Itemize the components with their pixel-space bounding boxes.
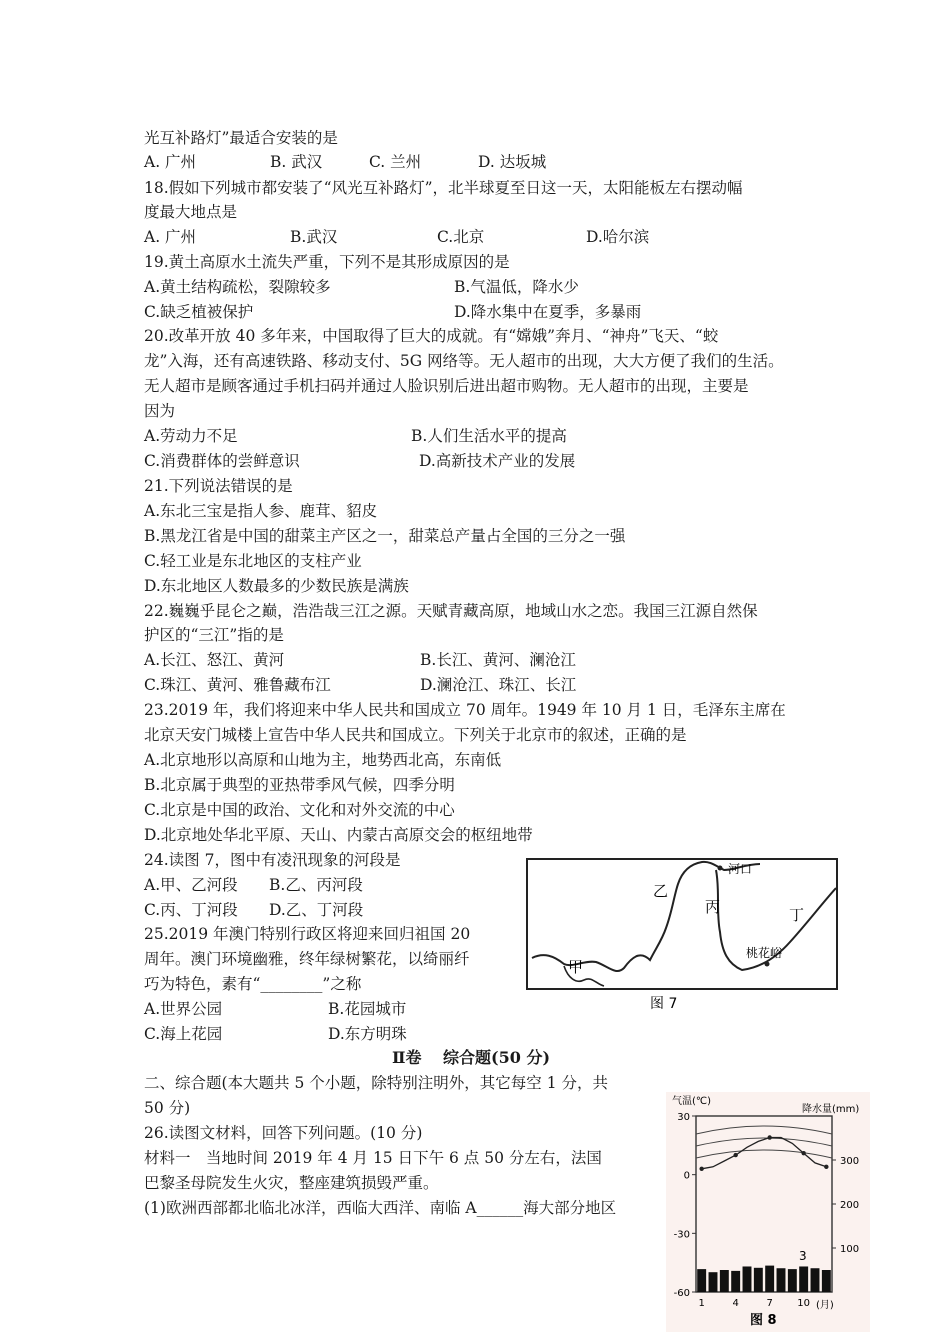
temperature-point-10 <box>801 1151 805 1155</box>
q19-option-a[interactable]: A.黄土结构疏松，裂隙较多 <box>144 278 331 296</box>
q26-stem: 26.读图文材料，回答下列问题。(10 分) <box>144 1124 423 1142</box>
section-2-title: Ⅱ卷 综合题(50 分) <box>392 1048 551 1067</box>
section-2-intro-1: 二、综合题(本大题共 5 个小题，除特别注明外，其它每空 1 分，共 <box>144 1074 608 1092</box>
label-ding: 丁 <box>789 906 805 924</box>
precip-bar-1 <box>697 1269 706 1292</box>
month-tick-label-3: 10 <box>797 1298 811 1309</box>
q21-option-b[interactable]: B.黑龙江省是中国的甜菜主产区之一，甜菜总产量占全国的三分之一强 <box>144 527 626 545</box>
q17-text: 光互补路灯”最适合安装的是 <box>144 129 338 147</box>
precip-bar-3 <box>720 1270 729 1292</box>
q24-option-c[interactable]: C.丙、丁河段 <box>144 901 238 919</box>
yellow-river-map <box>524 856 844 1016</box>
q23-option-c[interactable]: C.北京是中国的政治、文化和对外交流的中心 <box>144 801 455 819</box>
taohuayu-marker <box>765 962 770 967</box>
q25-option-c[interactable]: C.海上花园 <box>144 1025 223 1043</box>
grid-curve-3 <box>696 1150 832 1158</box>
q22-option-d[interactable]: D.澜沧江、珠江、长江 <box>420 676 577 694</box>
q23-stem-1: 23.2019 年，我们将迎来中华人民共和国成立 70 周年。1949 年 10 月 1 日，毛泽东主席在 <box>144 701 786 719</box>
precip-bar-10 <box>799 1266 808 1292</box>
q20-options-row1 <box>144 424 784 448</box>
temp-axis-label: 气温(℃) <box>672 1096 712 1107</box>
q20-option-d[interactable]: D.高新技术产业的发展 <box>419 452 576 470</box>
temperature-point-4 <box>733 1153 737 1157</box>
q22-stem-2: 护区的“三江”指的是 <box>144 626 284 644</box>
q25-option-d[interactable]: D.东方明珠 <box>328 1025 407 1043</box>
q18-option-d[interactable]: D.哈尔滨 <box>586 228 650 246</box>
label-taohuayu: 桃花峪 <box>746 946 783 960</box>
q17-option-b[interactable]: B. 武汉 <box>270 153 323 171</box>
q18-stem-1: 18.假如下列城市都安装了“风光互补路灯”，北半球夏至日这一天，太阳能板左右摆动幅 <box>144 179 743 197</box>
precip-bar-11 <box>811 1268 820 1292</box>
q23-option-d[interactable]: D.北京地处华北平原、天山、内蒙古高原交会的枢纽地带 <box>144 826 533 844</box>
q25-options-row2 <box>144 1022 504 1046</box>
q24-option-d[interactable]: D.乙、丁河段 <box>269 901 364 919</box>
plot-frame <box>696 1116 832 1292</box>
q21-option-c[interactable]: C.轻工业是东北地区的支柱产业 <box>144 552 362 570</box>
q18-option-c[interactable]: C.北京 <box>437 228 485 246</box>
q23-stem-2: 北京天安门城楼上宣告中华人民共和国成立。下列关于北京市的叙述，正确的是 <box>144 726 687 744</box>
q25-stem-3: 巧为特色，素有“________”之称 <box>144 975 362 993</box>
label-hekou: 河口 <box>728 862 753 876</box>
precip-bar-8 <box>777 1268 786 1292</box>
q24-options-row2 <box>144 898 504 922</box>
q26-material-1: 材料一 当地时间 2019 年 4 月 15 日下午 6 点 50 分左右，法国 <box>144 1149 602 1167</box>
climate-chart-svg <box>666 1092 870 1332</box>
q17-options <box>144 150 784 174</box>
q19-options-row2 <box>144 300 784 324</box>
q25-options-row1 <box>144 997 504 1021</box>
q25-stem-2: 周年。澳门环境幽雅，终年绿树繁花，以绮丽纤 <box>144 950 470 968</box>
figure-7-caption: 图 7 <box>650 996 678 1012</box>
section-2-intro-2: 50 分) <box>144 1099 191 1117</box>
temperature-point-1 <box>699 1167 703 1171</box>
temp-tick-label-2: -30 <box>673 1229 690 1241</box>
temp-tick-label-0: 30 <box>677 1112 690 1123</box>
q24-option-b[interactable]: B.乙、丙河段 <box>269 876 363 894</box>
q20-stem-3: 无人超市是顾客通过手机扫码并通过人脸识别后进出超市购物。无人超市的出现，主要是 <box>144 377 749 395</box>
q22-option-a[interactable]: A.长江、怒江、黄河 <box>144 651 285 669</box>
month-tick-label-1: 4 <box>732 1298 739 1309</box>
q17-option-d[interactable]: D. 达坂城 <box>478 153 547 171</box>
q21-option-d[interactable]: D.东北地区人数最多的少数民族是满族 <box>144 577 409 595</box>
q22-options-row1 <box>144 648 784 672</box>
q25-option-b[interactable]: B.花园城市 <box>328 1000 407 1018</box>
month-tick-label-2: 7 <box>766 1298 773 1309</box>
q20-options-row2 <box>144 449 784 473</box>
q20-stem-1: 20.改革开放 40 多年来，中国取得了巨大的成就。有“嫦娥”奔月、“神舟”飞天、“蛟 <box>144 327 719 345</box>
figure-7-map <box>524 856 844 1016</box>
q20-option-b[interactable]: B.人们生活水平的提高 <box>411 427 567 445</box>
q18-option-b[interactable]: B.武汉 <box>290 228 338 246</box>
q19-options-row1 <box>144 275 784 299</box>
q18-options <box>144 225 784 249</box>
hekou-marker <box>718 866 723 871</box>
figure-8-climate-chart <box>666 1092 870 1332</box>
month-unit-label: (月) <box>816 1300 834 1311</box>
precip-tick-label-1: 200 <box>840 1200 860 1211</box>
q24-option-a[interactable]: A.甲、乙河段 <box>144 876 238 894</box>
q25-option-a[interactable]: A.世界公园 <box>144 1000 223 1018</box>
precip-bar-9 <box>788 1269 797 1292</box>
q18-stem-2: 度最大地点是 <box>144 203 238 221</box>
q17-option-a[interactable]: A. 广州 <box>144 153 197 171</box>
precip-tick-label-0: 300 <box>840 1156 860 1167</box>
q18-option-a[interactable]: A. 广州 <box>144 228 197 246</box>
precip-bar-2 <box>709 1272 718 1292</box>
q19-option-c[interactable]: C.缺乏植被保护 <box>144 303 254 321</box>
q23-option-b[interactable]: B.北京属于典型的亚热带季风气候，四季分明 <box>144 776 455 794</box>
q22-options-row2 <box>144 673 784 697</box>
q19-option-d[interactable]: D.降水集中在夏季，多暴雨 <box>454 303 642 321</box>
q22-option-b[interactable]: B.长江、黄河、澜沧江 <box>420 651 576 669</box>
q17-option-c[interactable]: C. 兰州 <box>369 153 422 171</box>
month-tick-label-0: 1 <box>698 1298 705 1309</box>
temperature-point-12 <box>824 1165 828 1169</box>
grid-curve-1 <box>696 1126 832 1134</box>
precip-bar-5 <box>743 1266 752 1292</box>
label-bing: 丙 <box>705 898 721 916</box>
precip-tick-label-2: 100 <box>840 1244 860 1255</box>
precip-bar-4 <box>731 1271 740 1292</box>
temperature-point-7 <box>767 1135 771 1139</box>
q20-option-a[interactable]: A.劳动力不足 <box>144 427 238 445</box>
q20-stem-4: 因为 <box>144 402 176 420</box>
q19-option-b[interactable]: B.气温低，降水少 <box>454 278 579 296</box>
figure-8-caption: 图 8 <box>750 1313 777 1328</box>
q25-stem-1: 25.2019 年澳门特别行政区将迎来回归祖国 20 <box>144 925 471 943</box>
label-jia: 甲 <box>568 958 584 976</box>
q20-stem-2: 龙”入海，还有高速铁路、移动支付、5G 网络等。无人超市的出现，大大方便了我们的生活。 <box>144 352 784 370</box>
precip-bar-7 <box>765 1266 774 1292</box>
q20-option-c[interactable]: C.消费群体的尝鲜意识 <box>144 452 300 470</box>
q22-option-c[interactable]: C.珠江、黄河、雅鲁藏布江 <box>144 676 331 694</box>
q24-options-row1 <box>144 873 504 897</box>
q26-material-2: 巴黎圣母院发生火灾，整座建筑损毁严重。 <box>144 1174 439 1192</box>
precip-bar-6 <box>754 1268 763 1292</box>
chart-marker-3: 3 <box>799 1249 807 1263</box>
label-yi: 乙 <box>653 882 669 900</box>
q21-stem: 21.下列说法错误的是 <box>144 477 293 495</box>
q24-stem: 24.读图 7，图中有凌汛现象的河段是 <box>144 851 401 869</box>
q23-option-a[interactable]: A.北京地形以高原和山地为主，地势西北高，东南低 <box>144 751 502 769</box>
temp-tick-label-3: -60 <box>673 1288 690 1299</box>
precip-axis-label: 降水量(mm) <box>802 1104 860 1115</box>
q21-option-a[interactable]: A.东北三宝是指人参、鹿茸、貂皮 <box>144 502 378 520</box>
q22-stem-1: 22.巍巍乎昆仑之巅，浩浩哉三江之源。天赋青藏高原，地域山水之恋。我国三江源自然保 <box>144 602 758 620</box>
q19-stem: 19.黄土高原水土流失严重，下列不是其形成原因的是 <box>144 253 510 271</box>
q26-question-1[interactable]: (1)欧洲西部都北临北冰洋，西临大西洋、南临 A______海大部分地区 <box>144 1199 617 1217</box>
temp-tick-label-1: 0 <box>683 1170 690 1182</box>
precip-bar-12 <box>822 1270 831 1292</box>
